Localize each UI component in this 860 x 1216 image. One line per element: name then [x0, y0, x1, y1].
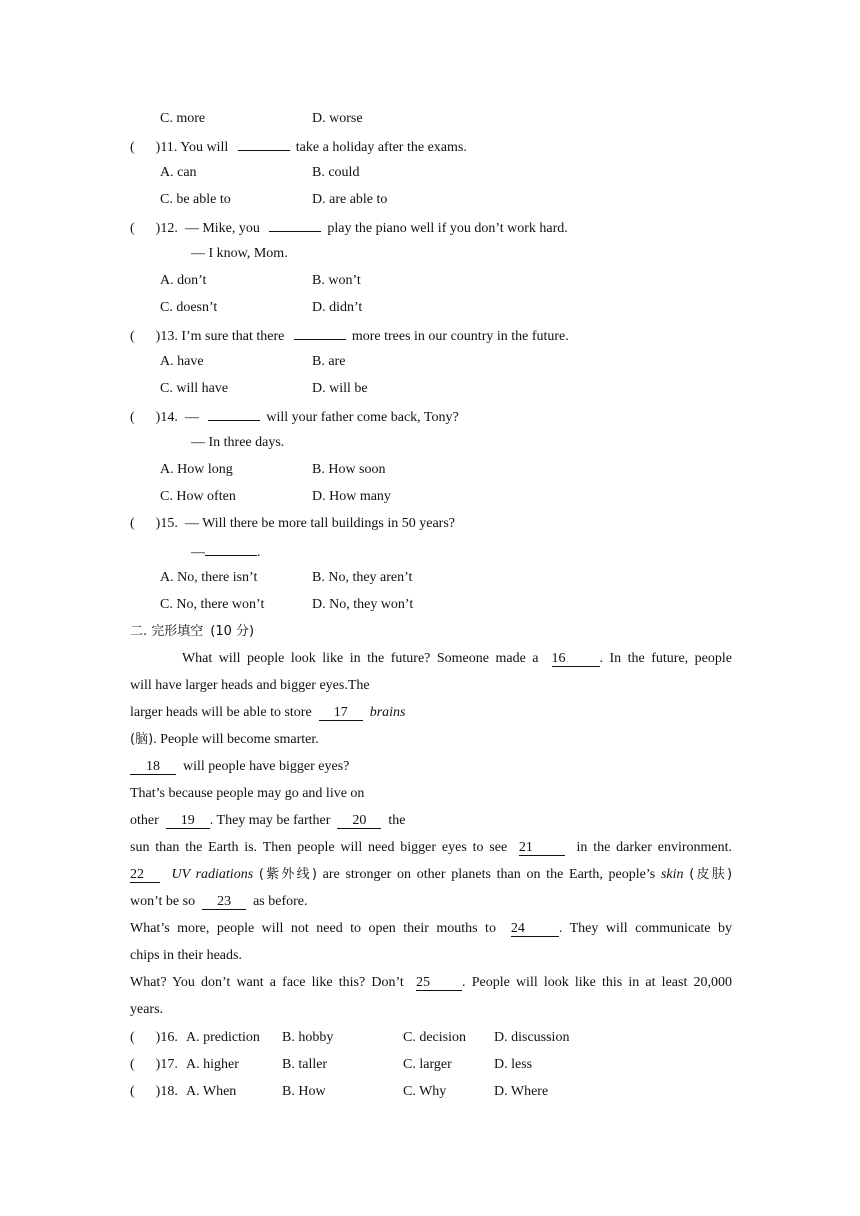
passage-text: the [388, 813, 406, 828]
question-number: 12 [160, 221, 175, 236]
answer-bracket: ( ) [130, 329, 161, 344]
option-a: A. higher [186, 1057, 239, 1072]
passage-line: will have larger heads and bigger eyes.The [130, 678, 370, 693]
cloze-question-16: ( )16. [130, 1030, 178, 1045]
passage-text: . They will communicate by [558, 921, 732, 936]
option-d: D. No, they won’t [312, 597, 414, 612]
question-number: 17 [160, 1057, 175, 1072]
answer-bracket: ( ) [130, 221, 161, 236]
question-stem: I’m sure that there [181, 329, 285, 344]
question-number: 16 [160, 1030, 175, 1045]
passage-line [130, 753, 732, 780]
passage-text: are stronger on other planets than on the Earth, people’s [322, 867, 656, 882]
question-13: ( )13. I’m sure that there more trees in our country in the future. [130, 326, 569, 346]
question-number: 15 [160, 516, 175, 531]
question-stem: — Will there be more tall buildings in 50 years? [184, 516, 455, 531]
cloze-passage [130, 645, 732, 1023]
passage-text: . People will look like this in at least 20,000 [462, 975, 732, 990]
option-c: C. will have [160, 381, 229, 396]
blank-24: 24 [511, 922, 559, 937]
section-score: (10 分) [210, 624, 255, 639]
section-title: 二. 完形填空 [130, 624, 204, 639]
option-b: B. hobby [282, 1030, 334, 1045]
option-c: C. decision [403, 1030, 466, 1045]
option-a: A. How long [160, 462, 233, 477]
q10-option-c: C. more [160, 111, 206, 126]
passage-line [130, 834, 732, 861]
passage-line [130, 861, 732, 888]
question-number: 14 [160, 410, 175, 425]
passage-text: sun than the Earth is. Then people will need bigger eyes to see [130, 840, 508, 855]
option-b: B. How [282, 1084, 326, 1099]
passage-line [130, 915, 732, 942]
question-stem: You will [180, 140, 229, 155]
question-reply [191, 542, 261, 562]
question-stem: — Mike, you [184, 221, 260, 236]
passage-text: larger heads will be able to store [130, 705, 312, 720]
passage-text: won’t be so [130, 894, 196, 909]
question-stem-rest: play the piano well if you don’t work hard. [327, 221, 568, 236]
option-d: D. are able to [312, 192, 388, 207]
option-b: B. are [312, 354, 346, 369]
passage-line [130, 888, 732, 915]
cloze-question-18: ( )18. [130, 1084, 178, 1099]
question-reply: — I know, Mom. [191, 246, 288, 261]
question-reply: — In three days. [191, 435, 285, 450]
option-b: B. taller [282, 1057, 328, 1072]
option-a: A. have [160, 354, 204, 369]
answer-bracket: ( ) [130, 516, 161, 531]
question-number: 18 [160, 1084, 175, 1099]
passage-text: UV radiations [171, 867, 254, 882]
question-stem-rest: more trees in our country in the future. [351, 329, 569, 344]
blank-21: 21 [519, 841, 565, 856]
answer-bracket: ( ) [130, 140, 161, 155]
question-11: ( )11. You will take a holiday after the exams. [130, 137, 467, 157]
passage-text: What will people look like in the future? Someone made a [181, 651, 539, 666]
passage-text: . They may be farther [209, 813, 331, 828]
passage-text: in the darker environment. [576, 840, 732, 855]
answer-bracket: ( ) [130, 1084, 161, 1099]
option-d: D. didn’t [312, 300, 363, 315]
section-heading [130, 623, 254, 641]
reply-dash: — [191, 545, 205, 560]
passage-text: will people have bigger eyes? [183, 759, 350, 774]
answer-blank [208, 407, 260, 421]
blank-18: 18 [130, 760, 176, 775]
blank-17: 17 [319, 706, 363, 721]
passage-text: . People will become smarter. [153, 732, 319, 747]
question-15: ( )15. — Will there be more tall buildings in 50 years? [130, 516, 455, 531]
passage-text: skin [660, 867, 684, 882]
answer-bracket: ( ) [130, 1057, 161, 1072]
passage-line [130, 699, 732, 726]
question-stem: — [184, 410, 199, 425]
question-12: ( )12. — Mike, you play the piano well if you don’t work hard. [130, 218, 568, 238]
blank-23: 23 [202, 895, 246, 910]
option-c: C. larger [403, 1057, 452, 1072]
q10-option-d: D. worse [312, 111, 363, 126]
answer-bracket: ( ) [130, 410, 161, 425]
option-b: B. won’t [312, 273, 361, 288]
passage-line [130, 726, 732, 753]
passage-line [130, 645, 732, 672]
option-c: C. Why [403, 1084, 447, 1099]
blank-19: 19 [166, 814, 210, 829]
answer-blank [294, 326, 346, 340]
option-c: C. doesn’t [160, 300, 218, 315]
question-14: ( )14. — will your father come back, Tony? [130, 407, 459, 427]
passage-text: as before. [253, 894, 308, 909]
option-a: A. When [186, 1084, 237, 1099]
option-c: C. How often [160, 489, 236, 504]
passage-line: That’s because people may go and live on [130, 786, 365, 801]
option-c: C. be able to [160, 192, 231, 207]
option-a: A. can [160, 165, 197, 180]
blank-20: 20 [337, 814, 381, 829]
option-b: B. could [312, 165, 360, 180]
passage-text: brains [369, 705, 406, 720]
option-d: D. discussion [494, 1030, 570, 1045]
answer-blank [205, 542, 257, 556]
answer-blank [238, 137, 290, 151]
passage-line: years. [130, 1002, 164, 1017]
blank-16: 16 [552, 652, 600, 667]
passage-text: (皮肤) [689, 867, 733, 882]
option-b: B. How soon [312, 462, 386, 477]
option-d: D. will be [312, 381, 368, 396]
answer-bracket: ( ) [130, 1030, 161, 1045]
blank-25: 25 [416, 976, 462, 991]
passage-text: What’s more, people will not need to open their mouths to [130, 921, 496, 936]
reply-period: . [257, 545, 261, 560]
passage-text: . In the future, people [599, 651, 732, 666]
cloze-question-17: ( )17. [130, 1057, 178, 1072]
passage-text: other [130, 813, 159, 828]
option-a: A. don’t [160, 273, 207, 288]
answer-blank [269, 218, 321, 232]
question-number: 13 [160, 329, 175, 344]
question-number: 11 [160, 140, 174, 155]
passage-text: What? You don’t want a face like this? Don’t [130, 975, 404, 990]
option-b: B. No, they aren’t [312, 570, 413, 585]
option-a: A. prediction [186, 1030, 260, 1045]
option-d: D. How many [312, 489, 391, 504]
passage-line [130, 969, 732, 996]
question-stem-rest: will your father come back, Tony? [266, 410, 459, 425]
option-a: A. No, there isn’t [160, 570, 258, 585]
blank-22: 22 [130, 868, 160, 883]
passage-line [130, 807, 732, 834]
question-stem-rest: take a holiday after the exams. [295, 140, 467, 155]
passage-text: (脑) [130, 732, 154, 747]
passage-text: (紫外线) [258, 867, 317, 882]
option-d: D. less [494, 1057, 533, 1072]
option-c: C. No, there won’t [160, 597, 265, 612]
passage-line: chips in their heads. [130, 948, 242, 963]
option-d: D. Where [494, 1084, 549, 1099]
